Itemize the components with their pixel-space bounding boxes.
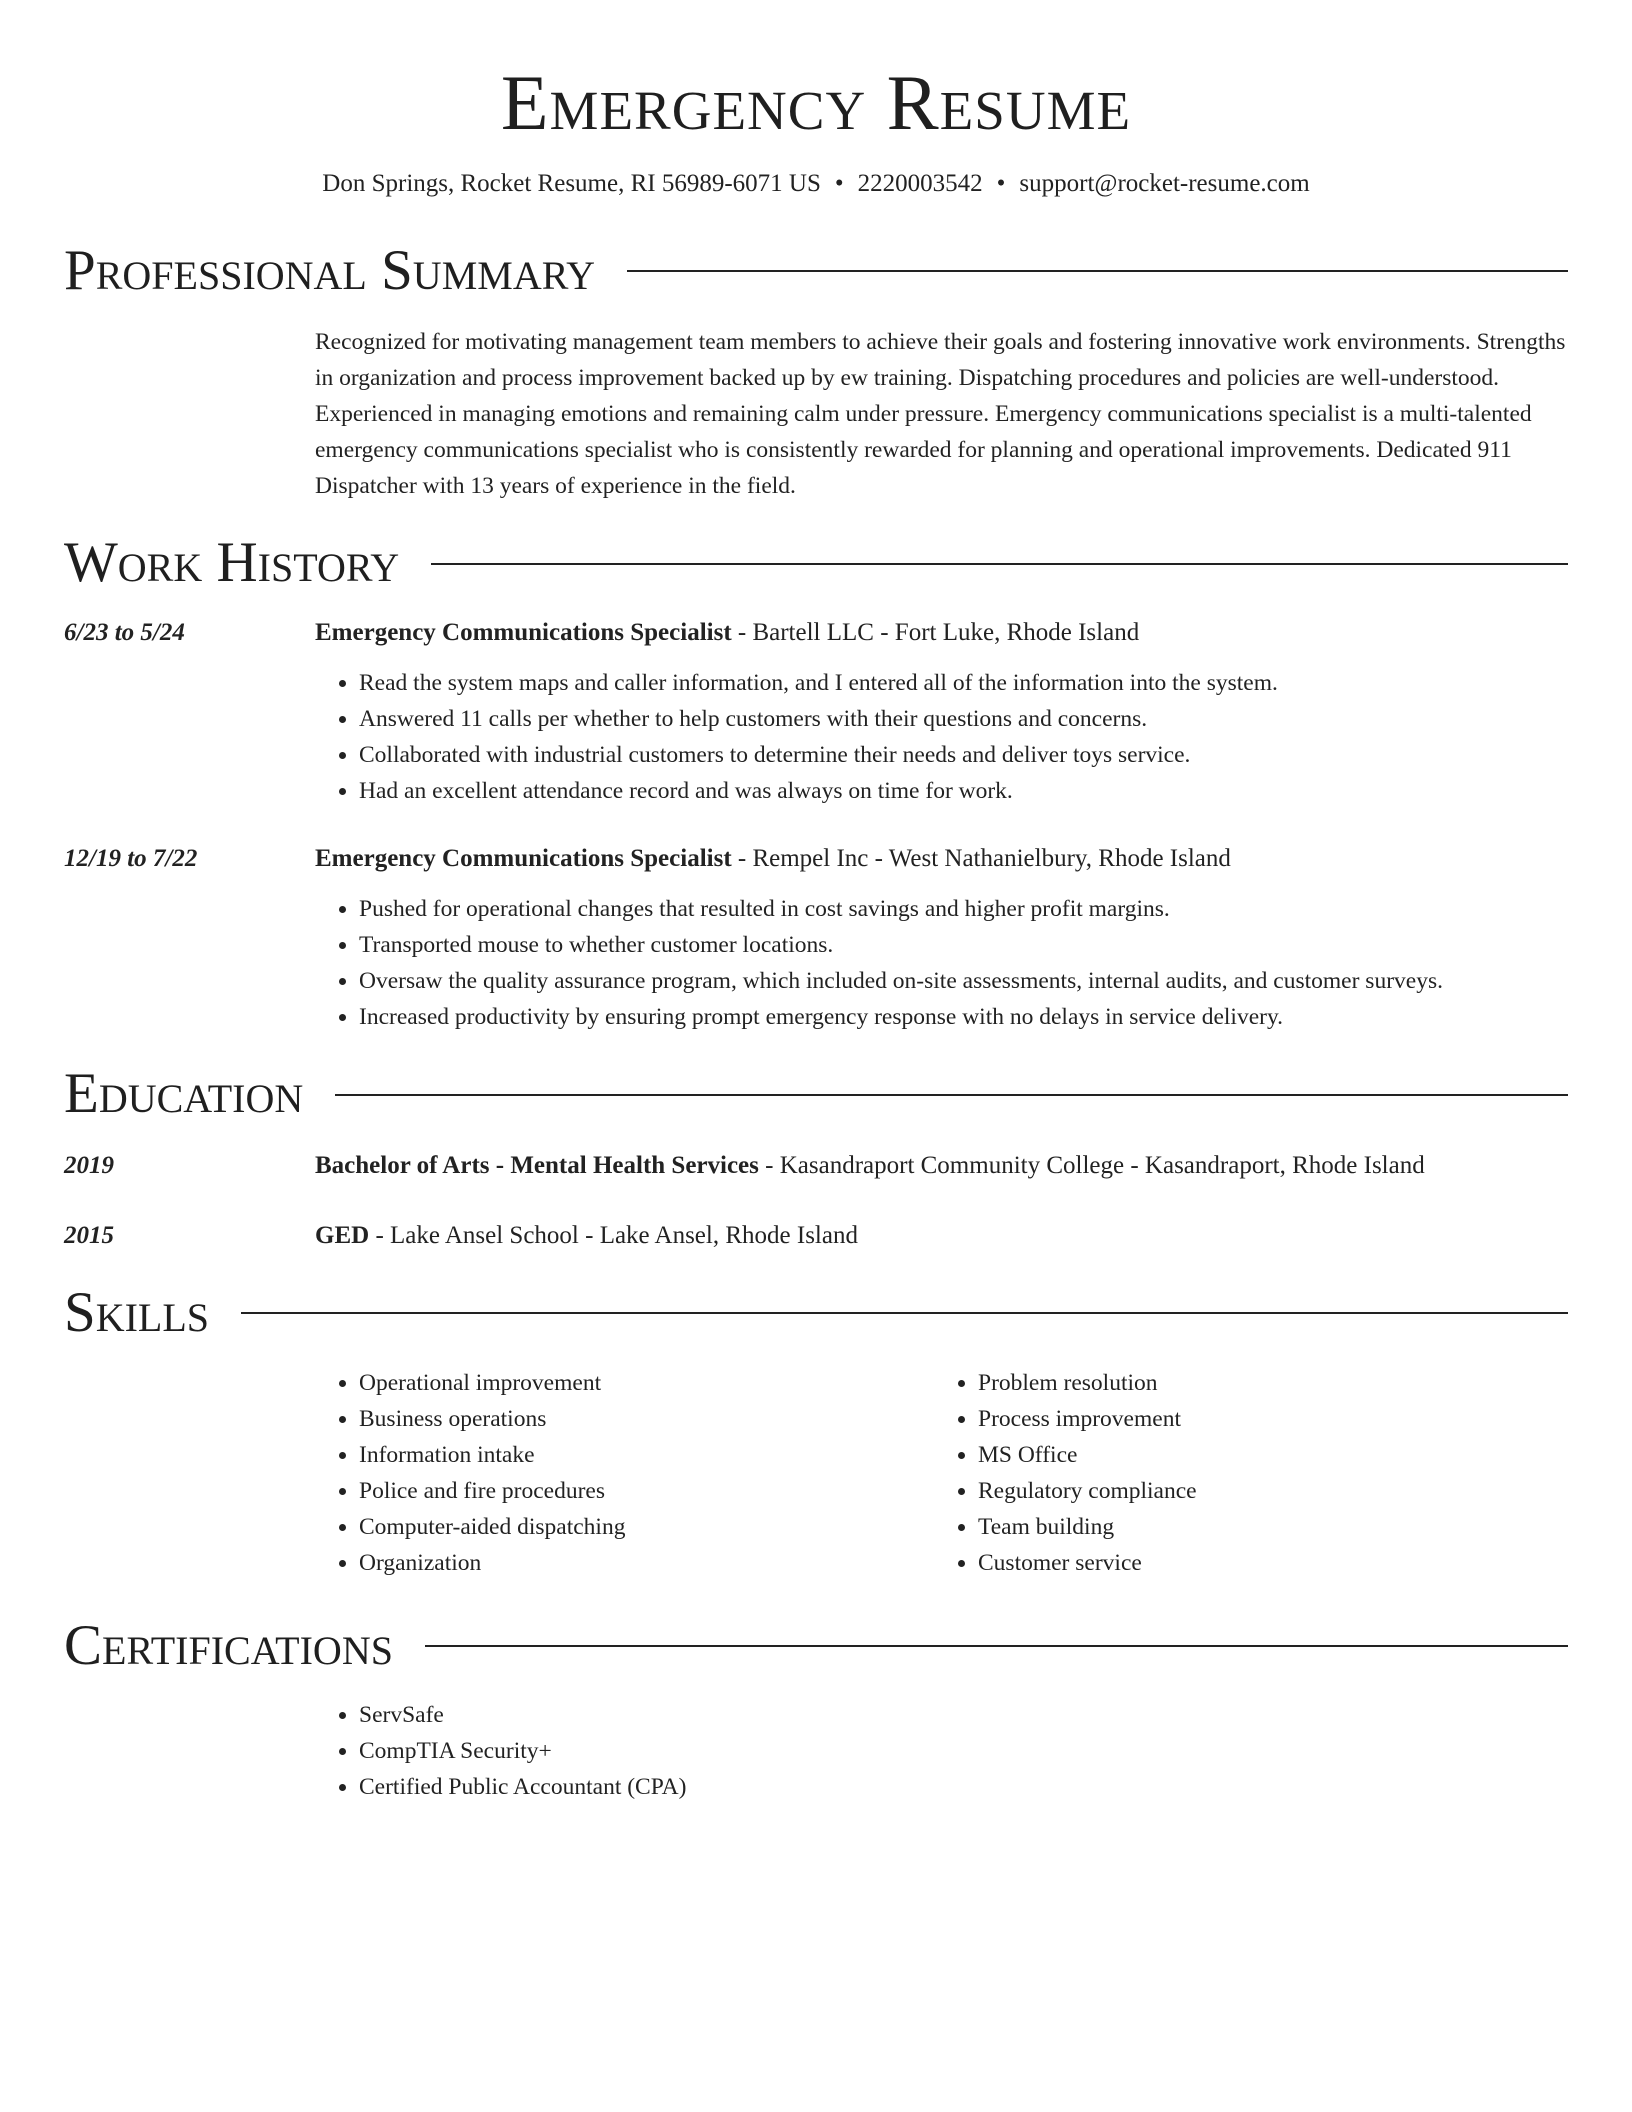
skill-item: • Process improvement xyxy=(978,1401,1553,1437)
job-company: - Rempel Inc - West Nathanielbury, Rhode Island xyxy=(737,845,1231,873)
section-header-education xyxy=(64,1063,1568,1126)
certification-item: • CompTIA Security+ xyxy=(359,1733,1568,1769)
education-year: 2015 xyxy=(64,1221,114,1249)
job-bullet: • Pushed for operational changes that resulted in cost savings and higher profit margins. xyxy=(359,891,1568,927)
section-title-certifications: Certifications xyxy=(64,1613,393,1677)
job-dates: 12/19 to 7/22 xyxy=(64,845,198,873)
skill-item: • Business operations xyxy=(359,1401,934,1437)
job-bullet: • Increased productivity by ensuring prompt emergency response with no delays in service delivery. xyxy=(359,999,1568,1035)
job-bullet: • Answered 11 calls per whether to help customers with their questions and concerns. xyxy=(359,701,1568,737)
skills-column-right xyxy=(934,1365,1553,1581)
education-line xyxy=(315,1218,1568,1254)
education-school: - Lake Ansel School - Lake Ansel, Rhode Island xyxy=(375,1221,858,1249)
job-bullet: • Oversaw the quality assurance program, which included on-site assessments, internal audits, and customer surveys. xyxy=(359,963,1568,999)
education-entry xyxy=(64,1148,1568,1184)
skill-item: • Organization xyxy=(359,1545,934,1581)
resume-page xyxy=(64,0,1568,1805)
contact-separator: • xyxy=(834,169,844,197)
section-title-summary: Professional Summary xyxy=(64,238,596,302)
section-header-summary xyxy=(64,240,1568,303)
job-bullets xyxy=(315,665,1568,809)
section-divider xyxy=(431,563,1568,565)
job-title: Emergency Communications Specialist xyxy=(315,845,732,873)
skills-list xyxy=(315,1365,1568,1581)
skill-item: • Computer-aided dispatching xyxy=(359,1509,934,1545)
section-title-skills: Skills xyxy=(64,1280,210,1344)
section-header-certifications xyxy=(64,1615,1568,1678)
resume-name: Emergency Resume xyxy=(500,59,1132,146)
job-entry xyxy=(64,615,1568,809)
section-header-work xyxy=(64,532,1568,595)
section-title-work: Work History xyxy=(64,531,400,595)
job-bullets xyxy=(315,891,1568,1035)
section-divider xyxy=(335,1094,1568,1096)
certifications-items xyxy=(315,1697,1568,1805)
skill-item: • Police and fire procedures xyxy=(359,1473,934,1509)
skill-item: • Regulatory compliance xyxy=(978,1473,1553,1509)
job-bullet: • Collaborated with industrial customers to determine their needs and deliver toys service. xyxy=(359,737,1568,773)
section-divider xyxy=(627,270,1568,272)
contact-email[interactable]: support@rocket-resume.com xyxy=(1019,169,1310,197)
contact-separator: • xyxy=(996,169,1006,197)
job-bullet: • Read the system maps and caller information, and I entered all of the information into the system. xyxy=(359,665,1568,701)
skill-item: • Operational improvement xyxy=(359,1365,934,1401)
skill-item: • Problem resolution xyxy=(978,1365,1553,1401)
certifications-list xyxy=(315,1697,1568,1805)
skill-item: • MS Office xyxy=(978,1437,1553,1473)
skill-item: • Information intake xyxy=(359,1437,934,1473)
job-entry xyxy=(64,841,1568,1035)
contact-phone: 2220003542 xyxy=(857,169,983,197)
job-bullet: • Had an excellent attendance record and was always on time for work. xyxy=(359,773,1568,809)
education-school: - Kasandraport Community College - Kasandraport, Rhode Island xyxy=(765,1151,1425,1179)
skills-column-left xyxy=(315,1365,934,1581)
education-degree: Bachelor of Arts - Mental Health Services xyxy=(315,1151,759,1179)
summary-text: Recognized for motivating management team members to achieve their goals and fostering innovative work environments. Strengths in organization and process improvement backed up by ew training. Dispatching procedures and policies are well-understood. Experienced in managing emotions and remaining calm under pressure. Emergency communications specialist is a multi-talented emergency communications specialist who is consistently rewarded for planning and operational improvements. Dedicated 911 Dispatcher with 13 years of experience in the field. xyxy=(315,329,1566,500)
education-entry xyxy=(64,1218,1568,1254)
education-line xyxy=(315,1148,1568,1184)
job-dates: 6/23 to 5/24 xyxy=(64,619,185,647)
contact-line xyxy=(64,170,1568,198)
job-company: - Bartell LLC - Fort Luke, Rhode Island xyxy=(737,619,1140,647)
skill-item: • Team building xyxy=(978,1509,1553,1545)
certification-item: • ServSafe xyxy=(359,1697,1568,1733)
education-year: 2019 xyxy=(64,1151,114,1179)
section-header-skills xyxy=(64,1282,1568,1345)
section-divider xyxy=(241,1312,1568,1314)
job-content xyxy=(315,841,1568,1035)
job-bullet: • Transported mouse to whether customer locations. xyxy=(359,927,1568,963)
section-title-education: Education xyxy=(64,1062,304,1126)
job-content xyxy=(315,615,1568,809)
contact-address: Don Springs, Rocket Resume, RI 56989-6071 US xyxy=(322,169,821,197)
certification-item: • Certified Public Accountant (CPA) xyxy=(359,1769,1568,1805)
job-title-line xyxy=(315,615,1568,651)
job-title: Emergency Communications Specialist xyxy=(315,619,732,647)
education-degree: GED xyxy=(315,1221,370,1249)
section-divider xyxy=(425,1645,1568,1647)
job-title-line xyxy=(315,841,1568,877)
skill-item: • Customer service xyxy=(978,1545,1553,1581)
